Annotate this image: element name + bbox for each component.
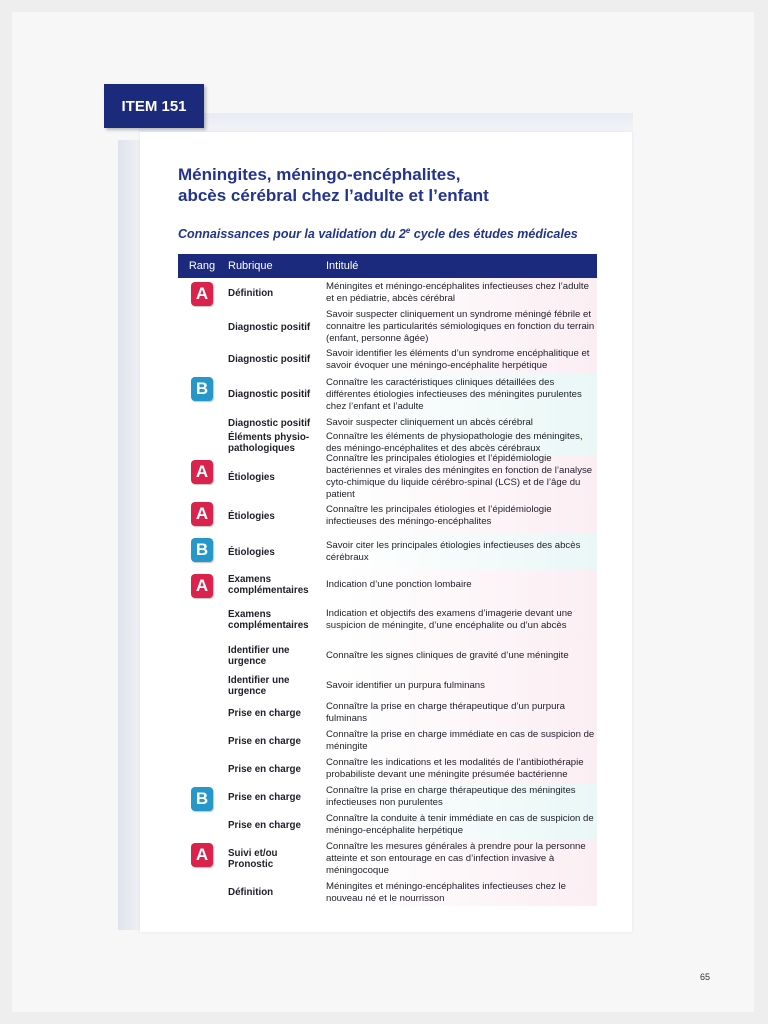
table-row <box>178 346 597 373</box>
rubrique-cell: Prise en charge <box>228 735 301 747</box>
rang-cell <box>178 373 226 401</box>
rang-cell <box>178 534 226 562</box>
intitule-cell: Savoir suspecter cliniquement un syndrome méningé fébrile et connaitre les particularités sémiologiques en fonction du terrain (enfant, personne âgée) <box>326 309 595 344</box>
table-row <box>178 640 597 672</box>
intitule-cell: Connaître la prise en charge immédiate en cas de suspicion de méningite <box>326 729 595 752</box>
rubrique-cell: Identifier une urgence <box>228 674 290 697</box>
table-row <box>178 534 597 570</box>
header-intitule: Intitulé <box>326 260 359 272</box>
rang-badge-a: A <box>191 502 213 526</box>
rang-cell <box>178 783 226 811</box>
rubrique-cell: Étiologies <box>228 546 275 558</box>
rang-cell <box>178 278 226 306</box>
intitule-cell: Connaître les indications et les modalités de l’antibiothérapie probabiliste devant une méningite présumée bactérienne <box>326 757 584 780</box>
page-number: 65 <box>700 972 711 982</box>
rang-badge-b: B <box>191 787 213 811</box>
title-line-2: abcès cérébral chez l’adulte et l’enfant <box>178 186 489 205</box>
rang-cell <box>178 600 226 604</box>
rubrique-cell: Éléments physio-pathologiques <box>228 432 310 454</box>
page-title <box>178 164 608 206</box>
intitule-cell: Indication et objectifs des examens d’imagerie devant une suspicion de méningite, d’une encéphalite ou d’un abcès <box>326 608 573 631</box>
table-row <box>178 811 597 839</box>
table-header <box>178 254 597 278</box>
table-row <box>178 416 597 430</box>
table-row <box>178 498 597 534</box>
rang-cell <box>178 699 226 703</box>
objectives-table <box>178 254 597 906</box>
intitule-cell: Indication d’une ponction lombaire <box>326 579 472 590</box>
rang-cell <box>178 308 226 312</box>
rubrique-cell: Identifier une urgence <box>228 645 290 667</box>
intitule-cell: Connaître la conduite à tenir immédiate en cas de suspicion de méningo-encéphalite herpétique <box>326 813 594 836</box>
rang-badge-a: A <box>191 843 213 867</box>
rang-cell <box>178 839 226 867</box>
rang-cell <box>178 430 226 434</box>
header-rubrique: Rubrique <box>228 260 273 272</box>
intitule-cell: Savoir citer les principales étiologies infectieuses des abcès cérébraux <box>326 540 581 563</box>
rang-cell <box>178 755 226 759</box>
rubrique-cell: Examens complémentaires <box>228 574 309 596</box>
rang-badge-a: A <box>191 574 213 598</box>
table-row <box>178 672 597 699</box>
rubrique-cell: Prise en charge <box>228 763 301 775</box>
intitule-cell: Connaître la prise en charge thérapeutique d’un purpura fulminans <box>326 701 565 724</box>
item-tag: ITEM 151 <box>104 84 204 128</box>
rubrique-cell: Prise en charge <box>228 707 301 719</box>
rang-badge-a: A <box>191 460 213 484</box>
subtitle-text: Connaissances pour la validation du 2 <box>178 227 406 242</box>
table-row <box>178 699 597 727</box>
rang-cell <box>178 727 226 731</box>
rang-cell <box>178 672 226 676</box>
intitule-cell: Connaître les principales étiologies et l’épidémiologie bactériennes et virales des méningites en fonction de l’analyse cyto-chimique du liquide cérébro-spinal (LCS) et de l’âge du patient <box>326 453 593 500</box>
rang-cell <box>178 570 226 598</box>
rubrique-cell: Étiologies <box>228 471 275 483</box>
table-row <box>178 600 597 640</box>
intitule-cell: Connaître les caractéristiques cliniques détaillées des différentes étiologies infectieuses des méningites purulentes chez l’enfant et l’adulte <box>326 376 582 412</box>
rubrique-cell: Suivi et/ou Pronostic <box>228 848 278 870</box>
intitule-cell: Connaître la prise en charge thérapeutique des méningites infectieuses non purulentes <box>326 785 576 808</box>
rang-cell <box>178 640 226 644</box>
rubrique-cell: Étiologies <box>228 510 275 522</box>
rang-cell <box>178 811 226 815</box>
rubrique-cell: Diagnostic positif <box>228 354 311 365</box>
title-line-1: Méningites, méningo-encéphalites, <box>178 165 461 184</box>
header-rang: Rang <box>188 260 216 272</box>
intitule-cell: Connaître les mesures générales à prendre pour la personne atteinte et son entourage en cas d’infection invasive à méningocoque <box>326 841 586 876</box>
rang-cell <box>178 879 226 883</box>
intitule-cell: Savoir identifier un purpura fulminans <box>326 679 485 691</box>
intitule-cell: Méningites et méningo-encéphalites infectieuses chez l’adulte et en pédiatrie, abcès cérébral <box>326 281 589 304</box>
rubrique-cell: Diagnostic positif <box>228 321 311 333</box>
rubrique-cell: Prise en charge <box>228 791 301 803</box>
table-row <box>178 879 597 906</box>
table-row <box>178 278 597 308</box>
subtitle-text-end: cycle des études médicales <box>410 227 578 242</box>
table-row <box>178 783 597 811</box>
rubrique-cell: Diagnostic positif <box>228 417 311 429</box>
rubrique-cell: Prise en charge <box>228 819 301 831</box>
intitule-cell: Méningites et méningo-encéphalites infectieuses chez le nouveau né et le nourrisson <box>326 880 566 904</box>
rubrique-cell: Examens complémentaires <box>228 609 309 631</box>
table-row <box>178 727 597 755</box>
rubrique-cell: Définition <box>228 887 274 898</box>
card-shadow-left <box>118 140 140 930</box>
intitule-cell: Savoir identifier les éléments d’un syndrome encéphalitique et savoir évoquer une méningo-encéphalite herpétique <box>326 347 590 371</box>
rang-cell <box>178 346 226 350</box>
table-row <box>178 308 597 346</box>
rang-cell <box>178 416 226 420</box>
table-row <box>178 755 597 783</box>
table-body <box>178 278 597 906</box>
intitule-cell: Connaître les éléments de physiopathologie des méningites, des méningo-encéphalites et des abcès cérébraux <box>326 431 583 454</box>
rubrique-cell: Diagnostic positif <box>228 389 311 400</box>
subtitle-sup: e <box>405 226 411 235</box>
rang-badge-a: A <box>191 282 213 306</box>
subtitle <box>178 226 608 241</box>
intitule-cell: Connaître les principales étiologies et l’épidémiologie infectieuses des méningo-encéphalites <box>326 504 552 527</box>
rang-cell <box>178 456 226 484</box>
intitule-cell: Connaître les signes cliniques de gravité d’une méningite <box>326 650 569 661</box>
rang-cell <box>178 498 226 526</box>
intitule-cell: Savoir suspecter cliniquement un abcès cérébral <box>326 417 533 428</box>
table-row <box>178 373 597 416</box>
table-row <box>178 839 597 879</box>
table-row <box>178 570 597 600</box>
rubrique-cell: Définition <box>228 287 274 299</box>
rang-badge-b: B <box>191 538 213 562</box>
table-row <box>178 453 597 500</box>
rang-badge-b: B <box>191 377 213 401</box>
